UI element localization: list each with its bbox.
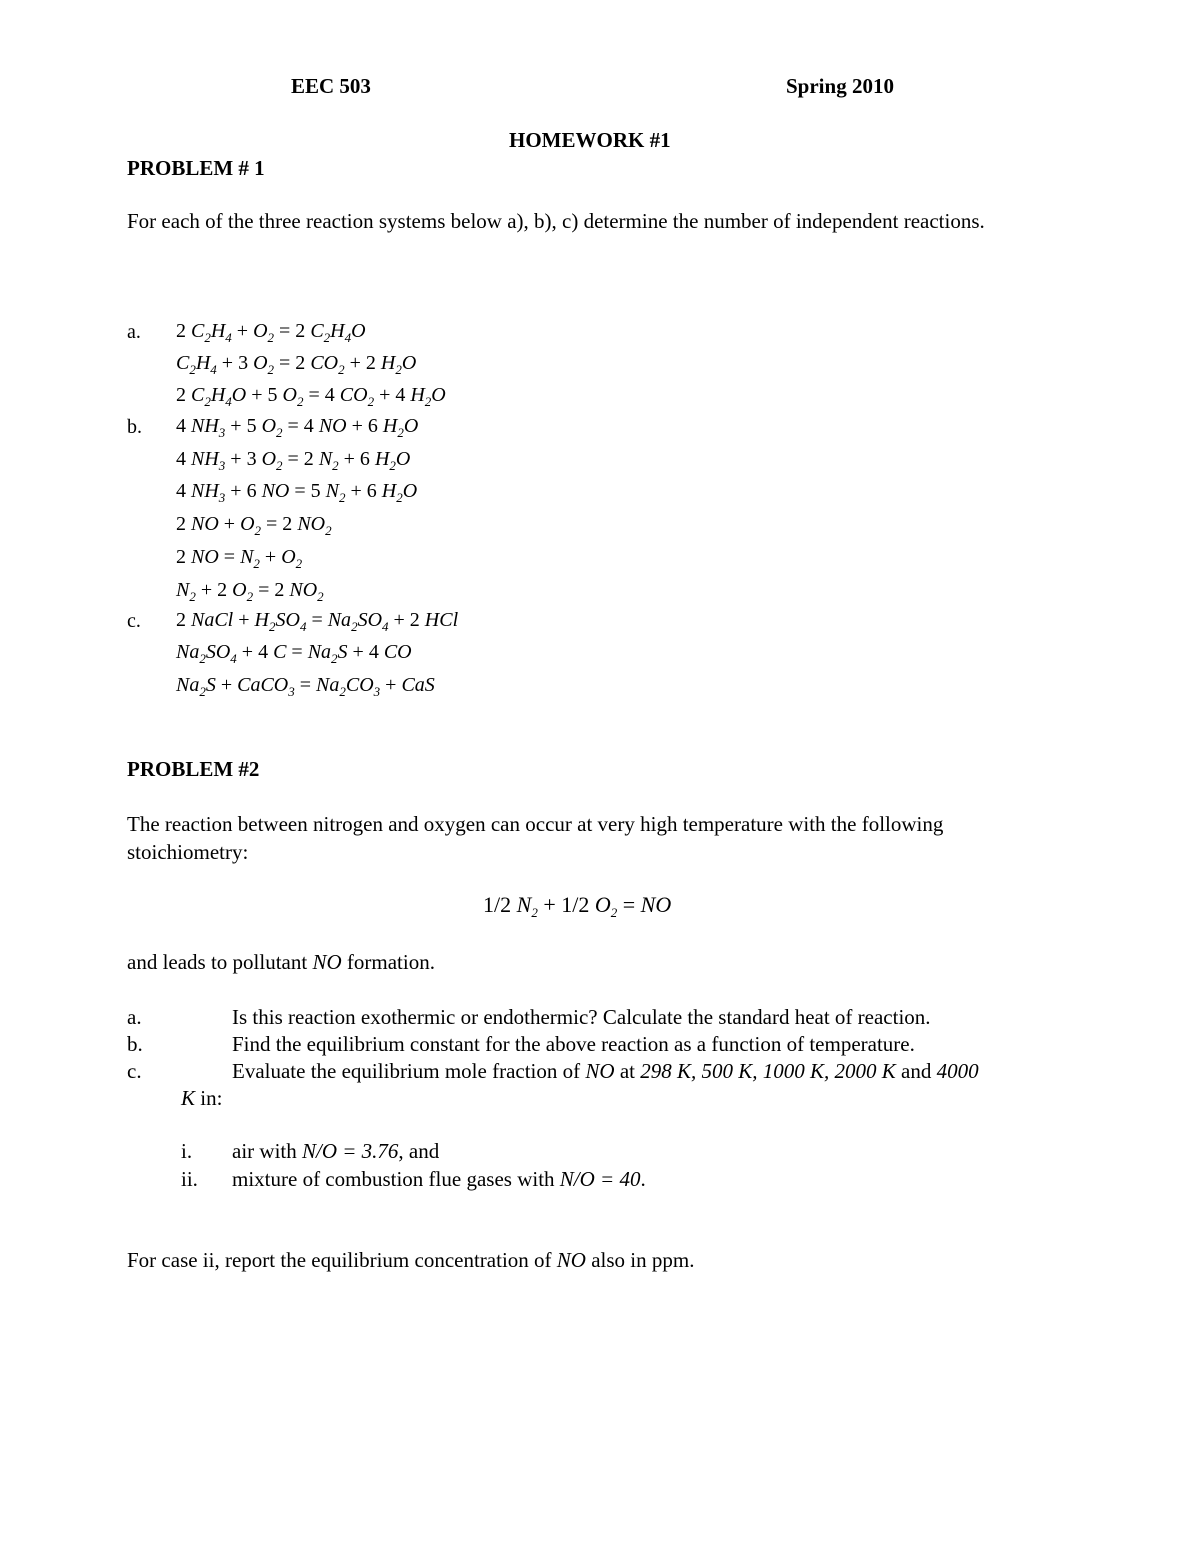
course-code: EEC 503	[291, 74, 371, 98]
item-b-label: b.	[127, 1032, 143, 1056]
pollutant-sentence: and leads to pollutant NO formation.	[127, 950, 435, 974]
reaction-b6: $N_2 + 2$ $O_2 = 2$ $NO_2$	[176, 579, 324, 604]
reaction-c3: $Na_2S$ + CaCO$_3$ = $Na_2CO_3$ + CaS	[176, 674, 435, 699]
reaction-b2: 4 $NH_3 + 3$ $O_2 = 2$ $N_2 + 6$ $H_2O$	[176, 448, 411, 473]
problem2-heading: PROBLEM #2	[127, 757, 260, 781]
reaction-a1: 2 $C_2H_4 + O_2 = 2$ $C_2H_4O$	[176, 320, 366, 345]
subitem-i-text: air with N/O = 3.76, and	[232, 1139, 440, 1163]
final-instruction: For case ii, report the equilibrium concentration of NO also in ppm.	[127, 1248, 695, 1272]
homework-title: HOMEWORK #1	[509, 128, 671, 152]
label-c: c.	[127, 610, 141, 632]
item-a-label: a.	[127, 1005, 142, 1029]
subitem-i-label: i.	[181, 1139, 193, 1163]
item-c-label: c.	[127, 1059, 142, 1083]
item-b-text: Find the equilibrium constant for the above reaction as a function of temperature.	[232, 1032, 915, 1056]
label-b: b.	[127, 416, 142, 438]
item-c-text: Evaluate the equilibrium mole fraction of NO at 298 K, 500 K, 1000 K, 2000 K and 4000	[232, 1059, 979, 1083]
reaction-b3: 4 $NH_3 + 6$ NO = 5 $N_2 + 6$ $H_2O$	[176, 480, 418, 505]
reaction-c1: 2 NaCl + $H_2SO_4 = Na_2SO_4 + 2$ HCl	[176, 609, 459, 634]
reaction-b4: 2 NO + $O_2 = 2$ $NO_2$	[176, 513, 332, 538]
reaction-a2: $C_2H_4 + 3$ $O_2 = 2$ $CO_2 + 2$ $H_2O$	[176, 352, 417, 377]
subitem-ii-label: ii.	[181, 1167, 198, 1191]
item-a-text: Is this reaction exothermic or endothermic? Calculate the standard heat of reaction.	[232, 1005, 931, 1029]
reaction-a3: 2 $C_2H_4O + 5$ $O_2 = 4$ $CO_2 + 4$ $H_2O$	[176, 384, 446, 409]
reaction-c2: $Na_2SO_4 + 4$ $C = Na_2S + 4$ CO	[176, 641, 412, 666]
term: Spring 2010	[786, 74, 894, 98]
item-c-text-cont: K in:	[181, 1086, 223, 1110]
subitem-ii-text: mixture of combustion flue gases with N/O = 40.	[232, 1167, 646, 1191]
problem2-intro: The reaction between nitrogen and oxygen can occur at very high temperature with the following stoichiometry:	[127, 812, 944, 864]
reaction-b5: 2 NO = $N_2 + O_2$	[176, 546, 303, 571]
no-formation-equation: 1/2 $N_2 + 1/2$ $O_2$ = NO	[483, 892, 672, 920]
reaction-b1: 4 $NH_3 + 5$ $O_2 = 4$ NO + 6 $H_2O$	[176, 415, 419, 440]
problem1-intro: For each of the three reaction systems below a), b), c) determine the number of independent reactions.	[127, 209, 985, 233]
label-a: a.	[127, 321, 141, 343]
problem1-heading: PROBLEM # 1	[127, 156, 265, 180]
